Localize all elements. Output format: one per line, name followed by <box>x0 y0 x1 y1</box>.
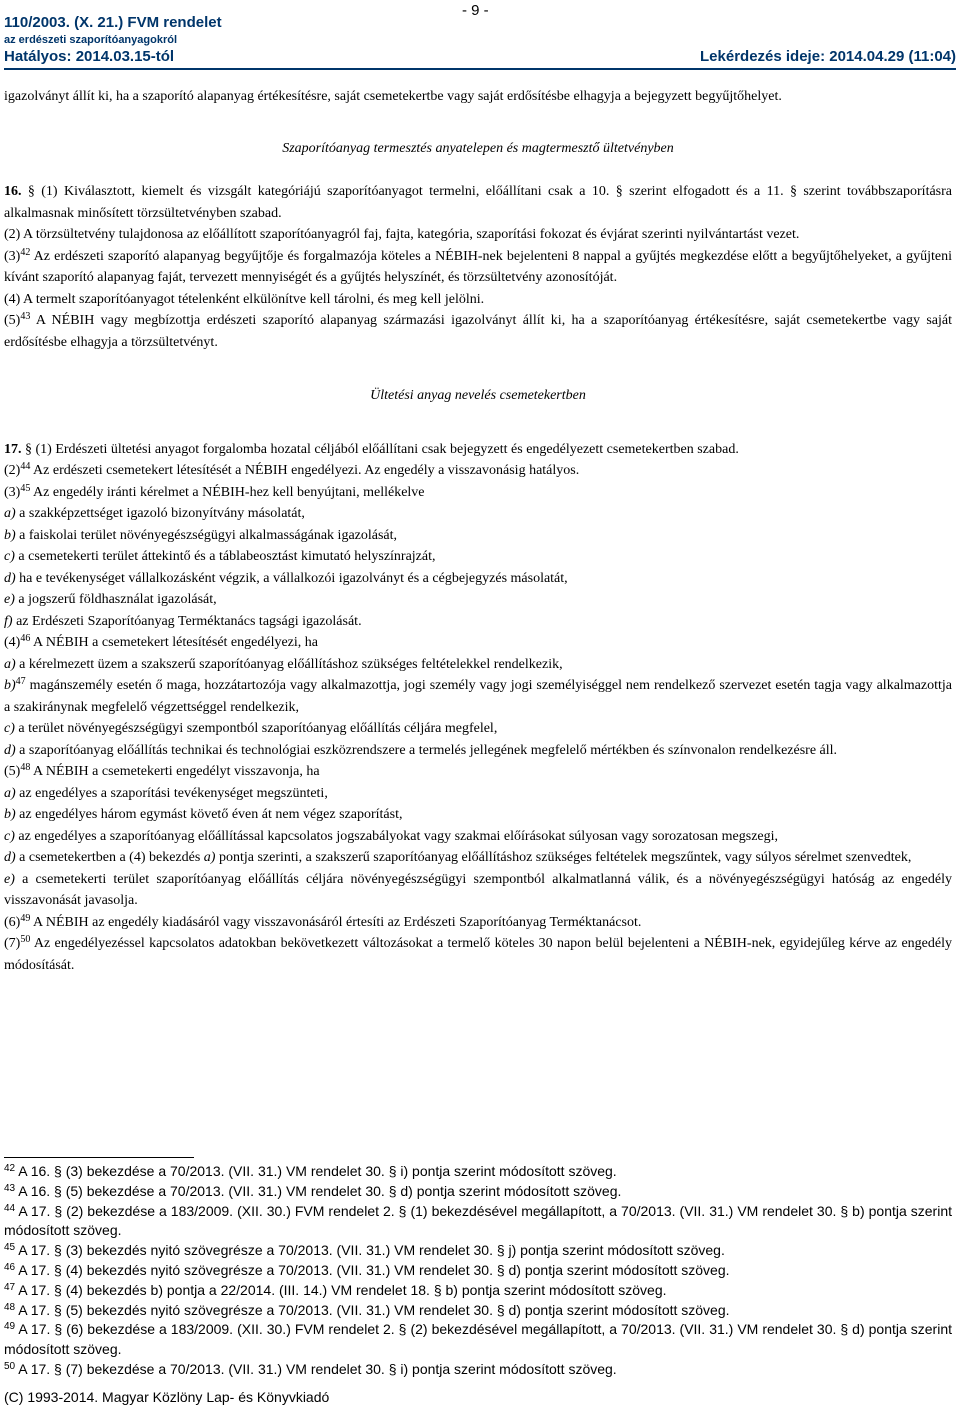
paragraph-text: ha e tevékenységet vállalkozásként végzik, a vállalkozói igazolványt és a cégbejegyzés másolatát, <box>15 570 568 586</box>
footnote-number: 46 <box>4 1261 16 1273</box>
paragraph-text: Az erdészeti szaporító alapanyag begyűjtője és forgalmazója köteles a NÉBIH-nek bejelenteni 8 nappal a gyűjtés megkezdése előtt a begyűjtőhelyeket, a gyűjteni kívánt szaporító alapanyag faját, tervezett mennyiségét és a gyűjtés helyszínét, és törzsültetvény azonosítóját. <box>4 248 952 285</box>
footnote <box>4 1301 952 1321</box>
paragraph-text: a jogszerű földhasználat igazolását, <box>14 592 217 607</box>
paragraph-text: § (1) Kiválasztott, kiemelt és vizsgált kategóriájú szaporítóanyagot termelni, előállítani csak a 10. § szerint elfogadott és a 11. § szerint továbbszaporításra alkalmasnak minősített törzsültetvényben szabad. <box>4 184 952 221</box>
paragraph <box>4 246 952 289</box>
footnotes <box>4 1157 952 1380</box>
paragraph <box>4 289 952 311</box>
document-body <box>4 86 952 976</box>
footnote <box>4 1360 952 1380</box>
paragraph <box>4 761 952 783</box>
law-subtitle: az erdészeti szaporítóanyagokról <box>4 34 177 46</box>
point-letter: d) <box>4 742 16 758</box>
page-header <box>4 2 956 72</box>
paragraph-text: A NÉBIH vagy megbízottja erdészeti szaporító alapanyag származási igazolványt állít ki, ha a szaporítóanyag értékesítésre, saját csemetekertbe vagy saját erdősítésbe elhagyja a törzsültetvényt. <box>4 313 952 350</box>
footnote-text: A 17. § (4) bekezdés nyitó szövegrésze a 70/2013. (VII. 31.) VM rendelet 30. § d) pontja szerint módosított szöveg. <box>15 1261 730 1278</box>
point-letter: b) <box>4 807 16 822</box>
header-divider <box>4 68 956 70</box>
footnote-ref: 42 <box>20 246 31 258</box>
footnote-text: A 17. § (6) bekezdése a 183/2009. (XII. 30.) FVM rendelet 2. § (2) bekezdésével megállapított, a 70/2013. (VII. 31.) VM rendelet 30. § d) pontja szerint módosított szöveg. <box>4 1321 952 1358</box>
page-number: - 9 - <box>462 2 489 19</box>
paragraph-text: (4) A termelt szaporítóanyagot tételenként elkülönítve kell tárolni, és meg kell jelölni. <box>4 291 485 307</box>
spacer <box>4 407 952 439</box>
paragraph <box>4 181 952 224</box>
paragraph <box>4 847 952 869</box>
paragraph <box>4 525 952 547</box>
point-letter: b) <box>4 527 16 543</box>
footnote-number: 48 <box>4 1301 16 1313</box>
footnote <box>4 1320 952 1360</box>
paragraph <box>4 826 952 848</box>
effective-date: Hatályos: 2014.03.15-tól <box>4 48 175 65</box>
footnote-ref: 47 <box>15 676 26 687</box>
paragraph-number: (7) <box>4 936 21 951</box>
paragraph-text: Az engedély iránti kérelmet a NÉBIH-hez kell benyújtani, mellékelve <box>30 484 425 500</box>
point-letter: c) <box>4 549 15 564</box>
paragraph <box>4 632 952 654</box>
point-letter: c) <box>4 828 15 844</box>
footnote-number: 45 <box>4 1242 16 1254</box>
footnote-number: 42 <box>4 1163 16 1174</box>
footnote-ref: 48 <box>20 762 31 773</box>
paragraph-number: (6) <box>4 914 21 930</box>
paragraph-text: az Erdészeti Szaporítóanyag Terméktanács tagsági igazolását. <box>12 613 362 629</box>
footnote-list <box>4 1162 952 1380</box>
spacer <box>4 159 952 181</box>
paragraph <box>4 589 952 611</box>
footnote-ref: 45 <box>20 482 31 494</box>
paragraph <box>4 568 952 590</box>
paragraph-text: a terület növényegészségügyi szempontból szaporítóanyag előállítás céljára megfelel, <box>14 721 498 736</box>
point-letter: b) <box>4 678 16 693</box>
paragraph-text: a faiskolai terület növényegészségügyi alkalmasságának igazolását, <box>15 527 398 543</box>
footnote-text: A 17. § (3) bekezdés nyitó szövegrésze a 70/2013. (VII. 31.) VM rendelet 30. § j) pontja szerint módosított szöveg. <box>15 1242 725 1259</box>
spacer <box>4 353 952 385</box>
paragraph-text: az engedélyes három egymást követő éven át nem végez szaporítást, <box>15 807 403 822</box>
footnote <box>4 1241 952 1261</box>
paragraph-number: (5) <box>4 764 21 779</box>
footnote-text: A 17. § (7) bekezdése a 70/2013. (VII. 31.) VM rendelet 30. § i) pontja szerint módosított szöveg. <box>15 1360 617 1377</box>
footnote-ref: 49 <box>20 912 31 924</box>
paragraph-text: A NÉBIH a csemetekert létesítését engedélyezi, ha <box>30 635 318 650</box>
paragraph-text: A NÉBIH a csemetekerti engedélyt visszavonja, ha <box>30 764 320 779</box>
section-number: 16. <box>4 184 22 199</box>
point-letter: c) <box>4 721 15 736</box>
paragraph <box>4 439 952 461</box>
footnote-text: A 17. § (5) bekezdés nyitó szövegrésze a 70/2013. (VII. 31.) VM rendelet 30. § d) pontja szerint módosított szöveg. <box>15 1301 730 1318</box>
paragraph <box>4 740 952 762</box>
footnote-number: 44 <box>4 1202 16 1214</box>
point-letter: a) <box>4 506 16 521</box>
paragraph <box>4 933 952 976</box>
paragraph <box>4 611 952 633</box>
paragraph <box>4 310 952 353</box>
paragraph <box>4 718 952 740</box>
footnote-number: 47 <box>4 1281 16 1293</box>
paragraph-text: a kérelmezett üzem a szakszerű szaporítóanyag előállításhoz szükséges feltételekkel rendelkezik, <box>15 656 563 672</box>
law-title: 110/2003. (X. 21.) FVM rendelet <box>4 14 222 31</box>
paragraph-text: magánszemély esetén ő maga, hozzátartozója vagy alkalmazottja, jogi személy vagy jogi személyiséggel nem rendelkező szervezet esetén tagja vagy alkalmazottja a szakiránynak megfelelő végzettséggel rendelkezik, <box>4 678 952 715</box>
paragraph <box>4 783 952 805</box>
point-letter: a) <box>4 656 16 672</box>
point-letter: f) <box>4 613 13 629</box>
paragraph-text: § (1) Erdészeti ültetési anyagot forgalomba hozatal céljából előállítani csak bejegyzett és engedélyezett csemetekertben szabad. <box>21 441 739 457</box>
footnote-number: 49 <box>4 1321 16 1333</box>
page-footer: (C) 1993-2014. Magyar Közlöny Lap- és Könyvkiadó <box>4 1389 330 1405</box>
paragraph-text: az engedélyes a szaporítóanyag előállítással kapcsolatos jogszabályokat vagy szakmai előírásokat súlyosan vagy sorozatosan megszegi, <box>14 828 779 844</box>
paragraph-text: a szaporítóanyag előállítás technikai és technológiai eszközrendszere a termelés jellegének megfelelő mértékben és színvonalon rendelkezésre áll. <box>15 742 838 758</box>
paragraph-text-tail: pontja szerinti, a szakszerű szaporítóanyag előállításhoz szükséges feltételek megszűntek, vagy súlyos sérelmet szenvedtek, <box>215 850 912 865</box>
footnote <box>4 1281 952 1301</box>
paragraph-text: (2) A törzsültetvény tulajdonosa az előállított szaporítóanyagról faj, fajta, kategória, szaporítási fokozat és évjárat szerinti nyilvántartást vezet. <box>4 227 800 242</box>
footnote-ref: 50 <box>20 934 31 945</box>
footnote-text: A 16. § (5) bekezdése a 70/2013. (VII. 31.) VM rendelet 30. § d) pontja szerint módosított szöveg. <box>15 1182 622 1199</box>
paragraph-text: Az engedélyezéssel kapcsolatos adatokban bekövetkezett változásokat a termelő köteles 30 napon belül bejelenteni a NÉBIH-nek, egyidejűleg kérve az engedély módosítását. <box>4 936 952 973</box>
paragraph <box>4 912 952 934</box>
paragraph-number: (3) <box>4 484 21 500</box>
point-letter: e) <box>4 871 15 887</box>
footnote-text: A 17. § (4) bekezdés b) pontja a 22/2014. (III. 14.) VM rendelet 18. § b) pontja szerint módosított szöveg. <box>15 1281 667 1298</box>
footnote-ref: 44 <box>20 461 31 472</box>
paragraph-number: (5) <box>4 313 21 328</box>
footnote-divider <box>4 1157 194 1158</box>
point-reference: a) <box>203 850 216 865</box>
footnote-ref: 46 <box>20 633 31 644</box>
footnote-ref: 43 <box>20 311 31 322</box>
section-title: Szaporítóanyag termesztés anyatelepen és magtermesztő ültetvényben <box>282 140 674 156</box>
footnote <box>4 1261 952 1281</box>
footnote-text: A 16. § (3) bekezdése a 70/2013. (VII. 31.) VM rendelet 30. § i) pontja szerint módosított szöveg. <box>15 1163 617 1179</box>
paragraph-text: igazolványt állít ki, ha a szaporító alapanyag értékesítésre, saját csemetekertbe vagy saját erdősítésbe elhagyja a bejegyzett begyűjtőhelyet. <box>4 89 782 104</box>
section-title: Ültetési anyag nevelés csemetekertben <box>370 388 586 403</box>
footnote-number: 43 <box>4 1182 16 1194</box>
paragraph-text: a csemetekertben a (4) bekezdés <box>15 850 204 865</box>
footnote <box>4 1202 952 1242</box>
paragraph-text: a szakképzettséget igazoló bizonyítvány másolatát, <box>15 506 305 521</box>
paragraph-text: az engedélyes a szaporítási tevékenységet megszünteti, <box>15 785 328 801</box>
footnote <box>4 1182 952 1202</box>
paragraph-number: (4) <box>4 635 21 650</box>
paragraph <box>4 675 952 718</box>
point-letter: d) <box>4 570 16 586</box>
point-letter: e) <box>4 592 15 607</box>
paragraph-number: (3) <box>4 248 21 264</box>
paragraph <box>4 460 952 482</box>
point-letter: d) <box>4 850 16 865</box>
paragraph <box>4 546 952 568</box>
footnote-text: A 17. § (2) bekezdése a 183/2009. (XII. 30.) FVM rendelet 2. § (1) bekezdésével megállapított, a 70/2013. (VII. 31.) VM rendelet 30. § b) pontja szerint módosított szöveg. <box>4 1202 952 1239</box>
point-letter: a) <box>4 785 16 801</box>
paragraph-text: A NÉBIH az engedély kiadásáról vagy visszavonásáról értesíti az Erdészeti Szaporítóanyag Terméktanácsot. <box>30 914 642 930</box>
paragraph <box>4 86 952 108</box>
paragraph <box>4 869 952 912</box>
spacer <box>4 108 952 138</box>
paragraph <box>4 224 952 246</box>
paragraph <box>4 503 952 525</box>
footnote <box>4 1162 952 1182</box>
footnote-number: 50 <box>4 1360 16 1372</box>
paragraph <box>4 482 952 504</box>
paragraph-text: a csemetekerti terület szaporítóanyag előállítás céljára növényegészségügyi szempontból alkalmatlanná válik, és a növényegészségügyi hatóság az engedély visszavonását javasolja. <box>4 871 952 908</box>
section-number: 17. <box>4 441 22 457</box>
paragraph <box>4 804 952 826</box>
query-time: Lekérdezés ideje: 2014.04.29 (11:04) <box>700 48 956 65</box>
paragraph-text: a csemetekerti terület áttekintő és a táblabeosztást kimutató helyszínrajzát, <box>14 549 436 564</box>
paragraph-text: Az erdészeti csemetekert létesítését a NÉBIH engedélyezi. Az engedély a visszavonásig hatályos. <box>30 463 580 478</box>
paragraph-number: (2) <box>4 463 21 478</box>
paragraph <box>4 654 952 676</box>
